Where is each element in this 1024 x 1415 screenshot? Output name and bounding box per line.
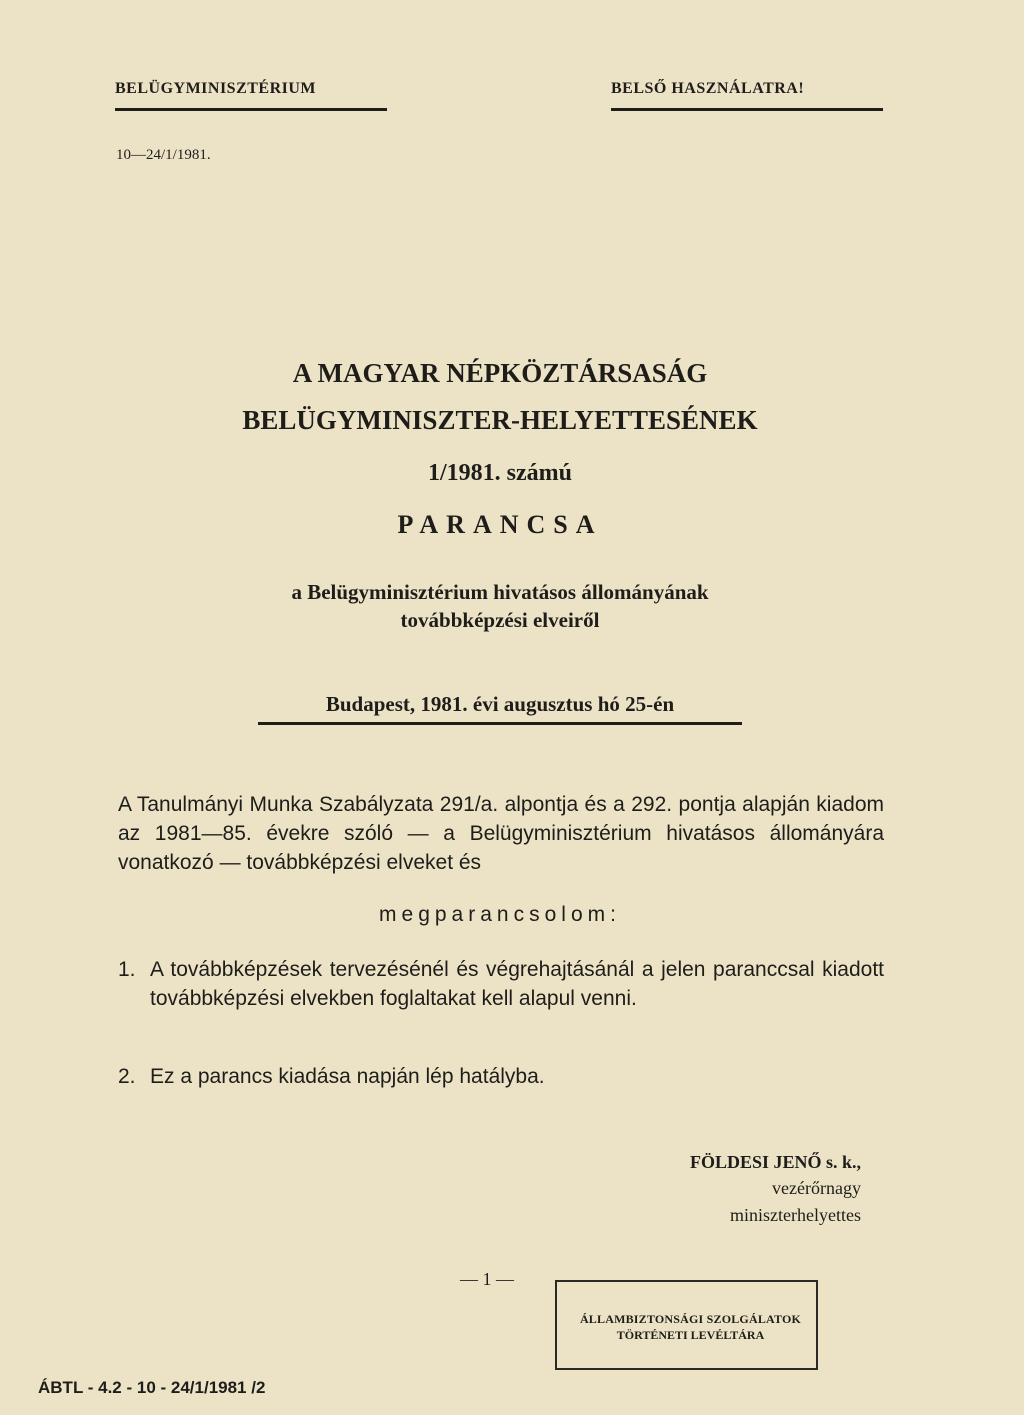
header-left-rule [115,108,387,111]
header-right-rule [611,108,883,111]
intro-paragraph: A Tanulmányi Munka Szabályzata 291/a. alpontja és a 292. pontja alapján kiadom az 1981—85. évekre szóló — a Belügyminisztérium hivatásos állományára vonatkozó — továbbképzési elveket és [118,793,884,874]
header-internal-use: BELSŐ HASZNÁLATRA! [611,80,805,97]
signatory-rank: vezérőrnagy [772,1178,861,1198]
title-line-2: BELÜGYMINISZTER-HELYETTESÉNEK [242,405,758,435]
title-place-date: Budapest, 1981. évi augusztus hó 25-én [325,692,675,716]
list-item-number: 2. [118,1065,136,1088]
list-item [118,1062,884,1091]
list-item-text: A továbbképzések tervezésénél és végrehajtásánál a jelen paranccsal kiadott továbbképzési elvekben foglaltakat kell alapul venni. [150,958,884,1010]
signatory-title: miniszterhelyettes [730,1205,861,1225]
list-item-text: Ez a parancs kiadása napján lép hatályba. [150,1065,545,1088]
title-line-3: 1/1981. számú [428,460,572,486]
header-ministry: BELÜGYMINISZTÉRIUM [115,80,317,97]
page-number: — 1 — [460,1269,514,1289]
title-subject-line-2: továbbképzési elveiről [400,608,600,632]
archive-reference: ÁBTL - 4.2 - 10 - 24/1/1981 /2 [38,1378,266,1397]
title-line-1: A MAGYAR NÉPKÖZTÁRSASÁG [292,358,708,388]
list-item-number: 1. [118,958,136,981]
list-item [118,955,884,1013]
archive-stamp-line-2: TÖRTÉNETI LEVÉLTÁRA [616,1328,765,1342]
document-number: 10—24/1/1981. [116,147,211,163]
title-order-word: PARANCSA [397,510,603,539]
command-word: megparancsolom: [379,903,621,926]
signatory-name: FÖLDESI JENŐ s. k., [689,1152,861,1172]
date-underline [258,722,742,725]
title-subject-line-1: a Belügyminisztérium hivatásos állományának [291,580,709,604]
archive-stamp-line-1: ÁLLAMBIZTONSÁGI SZOLGÁLATOK [579,1312,802,1326]
